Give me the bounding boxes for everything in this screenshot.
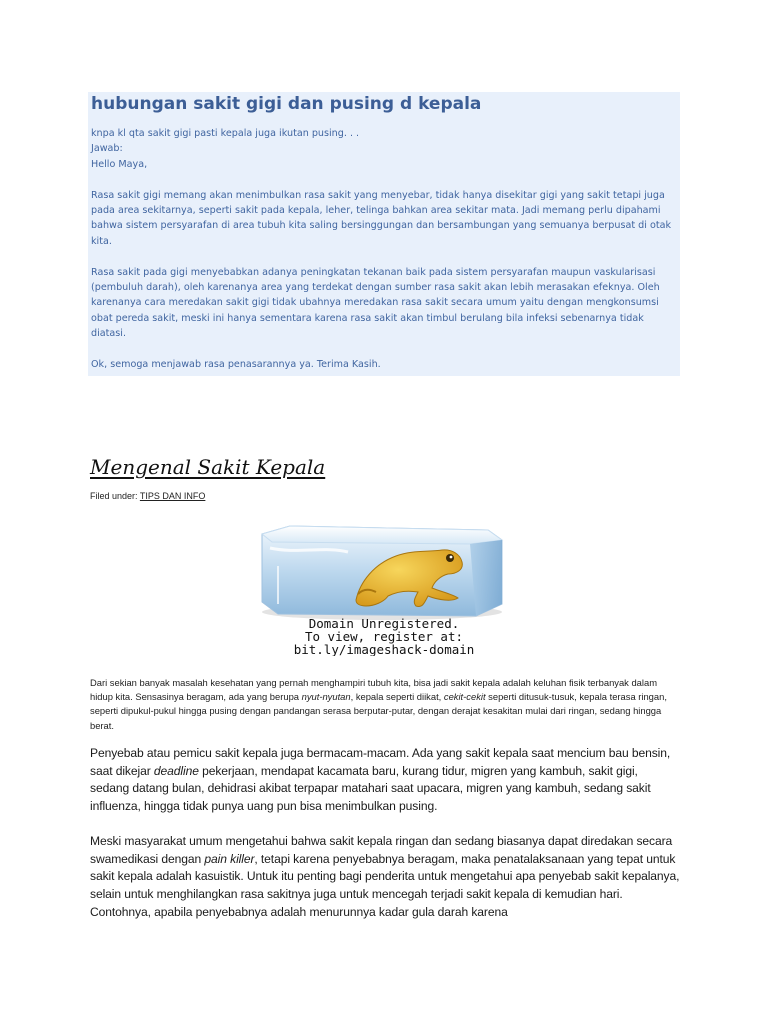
causes-term-deadline: deadline [153, 763, 199, 778]
image-watermark-line2: To view, register at: [304, 629, 464, 644]
image-watermark-line1: Domain Unregistered. [308, 616, 460, 631]
filed-under-label: Filed under: [90, 491, 138, 501]
intro-term-nyut: nyut-nyutan [301, 691, 351, 703]
image-watermark-line3: bit.ly/imageshack-domain [293, 642, 475, 656]
qa-closing: Ok, semoga menjawab rasa penasarannya ya. Terima Kasih. [91, 359, 381, 371]
causes-text: pekerjaan, mendapat kacamata baru, kurang tidur, migren yang kambuh, sakit gigi, sedang datang bulan, dehidrasi akibat terpapar matahari saat upacara, migren yang kambuh, sedang sakit influenza, hingga tidak punya uang pun bisa menimbulkan pusing. [90, 763, 651, 814]
qa-answer-label: Jawab: [91, 143, 123, 155]
treatment-paragraph [90, 833, 680, 922]
filed-under [90, 491, 205, 501]
intro-text: , kepala seperti diikat, [350, 691, 444, 703]
category-link[interactable]: TIPS DAN INFO [139, 491, 206, 501]
qa-question: knpa kl qta sakit gigi pasti kepala juga ikutan pusing. . . [91, 128, 360, 139]
qa-paragraph: Rasa sakit pada gigi menyebabkan adanya peningkatan tekanan baik pada sistem persyarafan maupun vaskularisasi (pembuluh darah), oleh karenanya area yang terdekat dengan sumber rasa sakit akan lebih merasakan efeknya. Oleh karenanya cara meredakan sakit gigi tidak ubahnya meredakan rasa sakit secara umum yaitu dengan mengkonsumsi obat pereda sakit, meski ini hanya sementara karena rasa sakit akan timbul berulang bila infeksi sebenarnya tidak diatasi. [91, 266, 660, 340]
causes-text: Penyebab atau pemicu sakit kepala juga bermacam-macam. Ada yang sakit kepala saat mencium bau bensin, saat dikejar [90, 746, 671, 778]
unregistered-domain-image [256, 522, 512, 656]
treatment-text: Meski masyarakat umum mengetahui bahwa sakit kepala ringan dan sedang biasanya dapat diredakan secara swamedikasi dengan [90, 834, 673, 866]
qa-box [88, 92, 680, 376]
intro-paragraph [90, 676, 680, 733]
intro-text: Dari sekian banyak masalah kesehatan yang pernah menghampiri tubuh kita, bisa jadi sakit kepala adalah keluhan fisik terbanyak dalam hidup kita. Sensasinya beragam, ada yang berupa [90, 677, 658, 703]
qa-paragraph: Rasa sakit gigi memang akan menimbulkan rasa sakit yang menyebar, tidak hanya disekitar gigi yang sakit tetapi juga pada area sekitarnya, seperti sakit pada kepala, leher, telinga bahkan area sekitar mata. Jadi memang perlu dipahami bahwa sistem persyarafan di area tubuh kita saling bersinggungan dan bersambungan yang semuanya berpusat di otak kita. [91, 189, 672, 247]
qa-greeting: Hello Maya, [91, 158, 148, 170]
qa-body [91, 126, 677, 372]
treatment-term-pain-killer: pain killer [204, 851, 255, 866]
post-title[interactable]: Mengenal Sakit Kepala [90, 455, 326, 479]
qa-title: hubungan sakit gigi dan pusing d kepala [91, 94, 482, 114]
intro-term-cekit: cekit-cekit [443, 691, 486, 703]
treatment-text: , tetapi karena penyebabnya beragam, maka penatalaksanaan yang tepat untuk sakit kepala adalah kasuistik. Untuk itu penting bagi penderita untuk mengetahui apa penyebab sakit kepalanya, selain untuk menghilangkan rasa sakitnya juga untuk mencegah terjadi sakit kepala di kemudian hari. Contohnya, apabila penyebabnya adalah menurunnya kadar gula darah karena [90, 851, 680, 919]
causes-paragraph [90, 745, 680, 816]
ice-cube-frog-illustration [256, 522, 512, 656]
intro-text: seperti ditusuk-tusuk, kepala terasa ringan, seperti dipukul-pukul hingga pusing dengan pandangan serasa berputar-putar, dengan derajat kesakitan mulai dari ringan, sedang hingga berat. [90, 691, 667, 731]
